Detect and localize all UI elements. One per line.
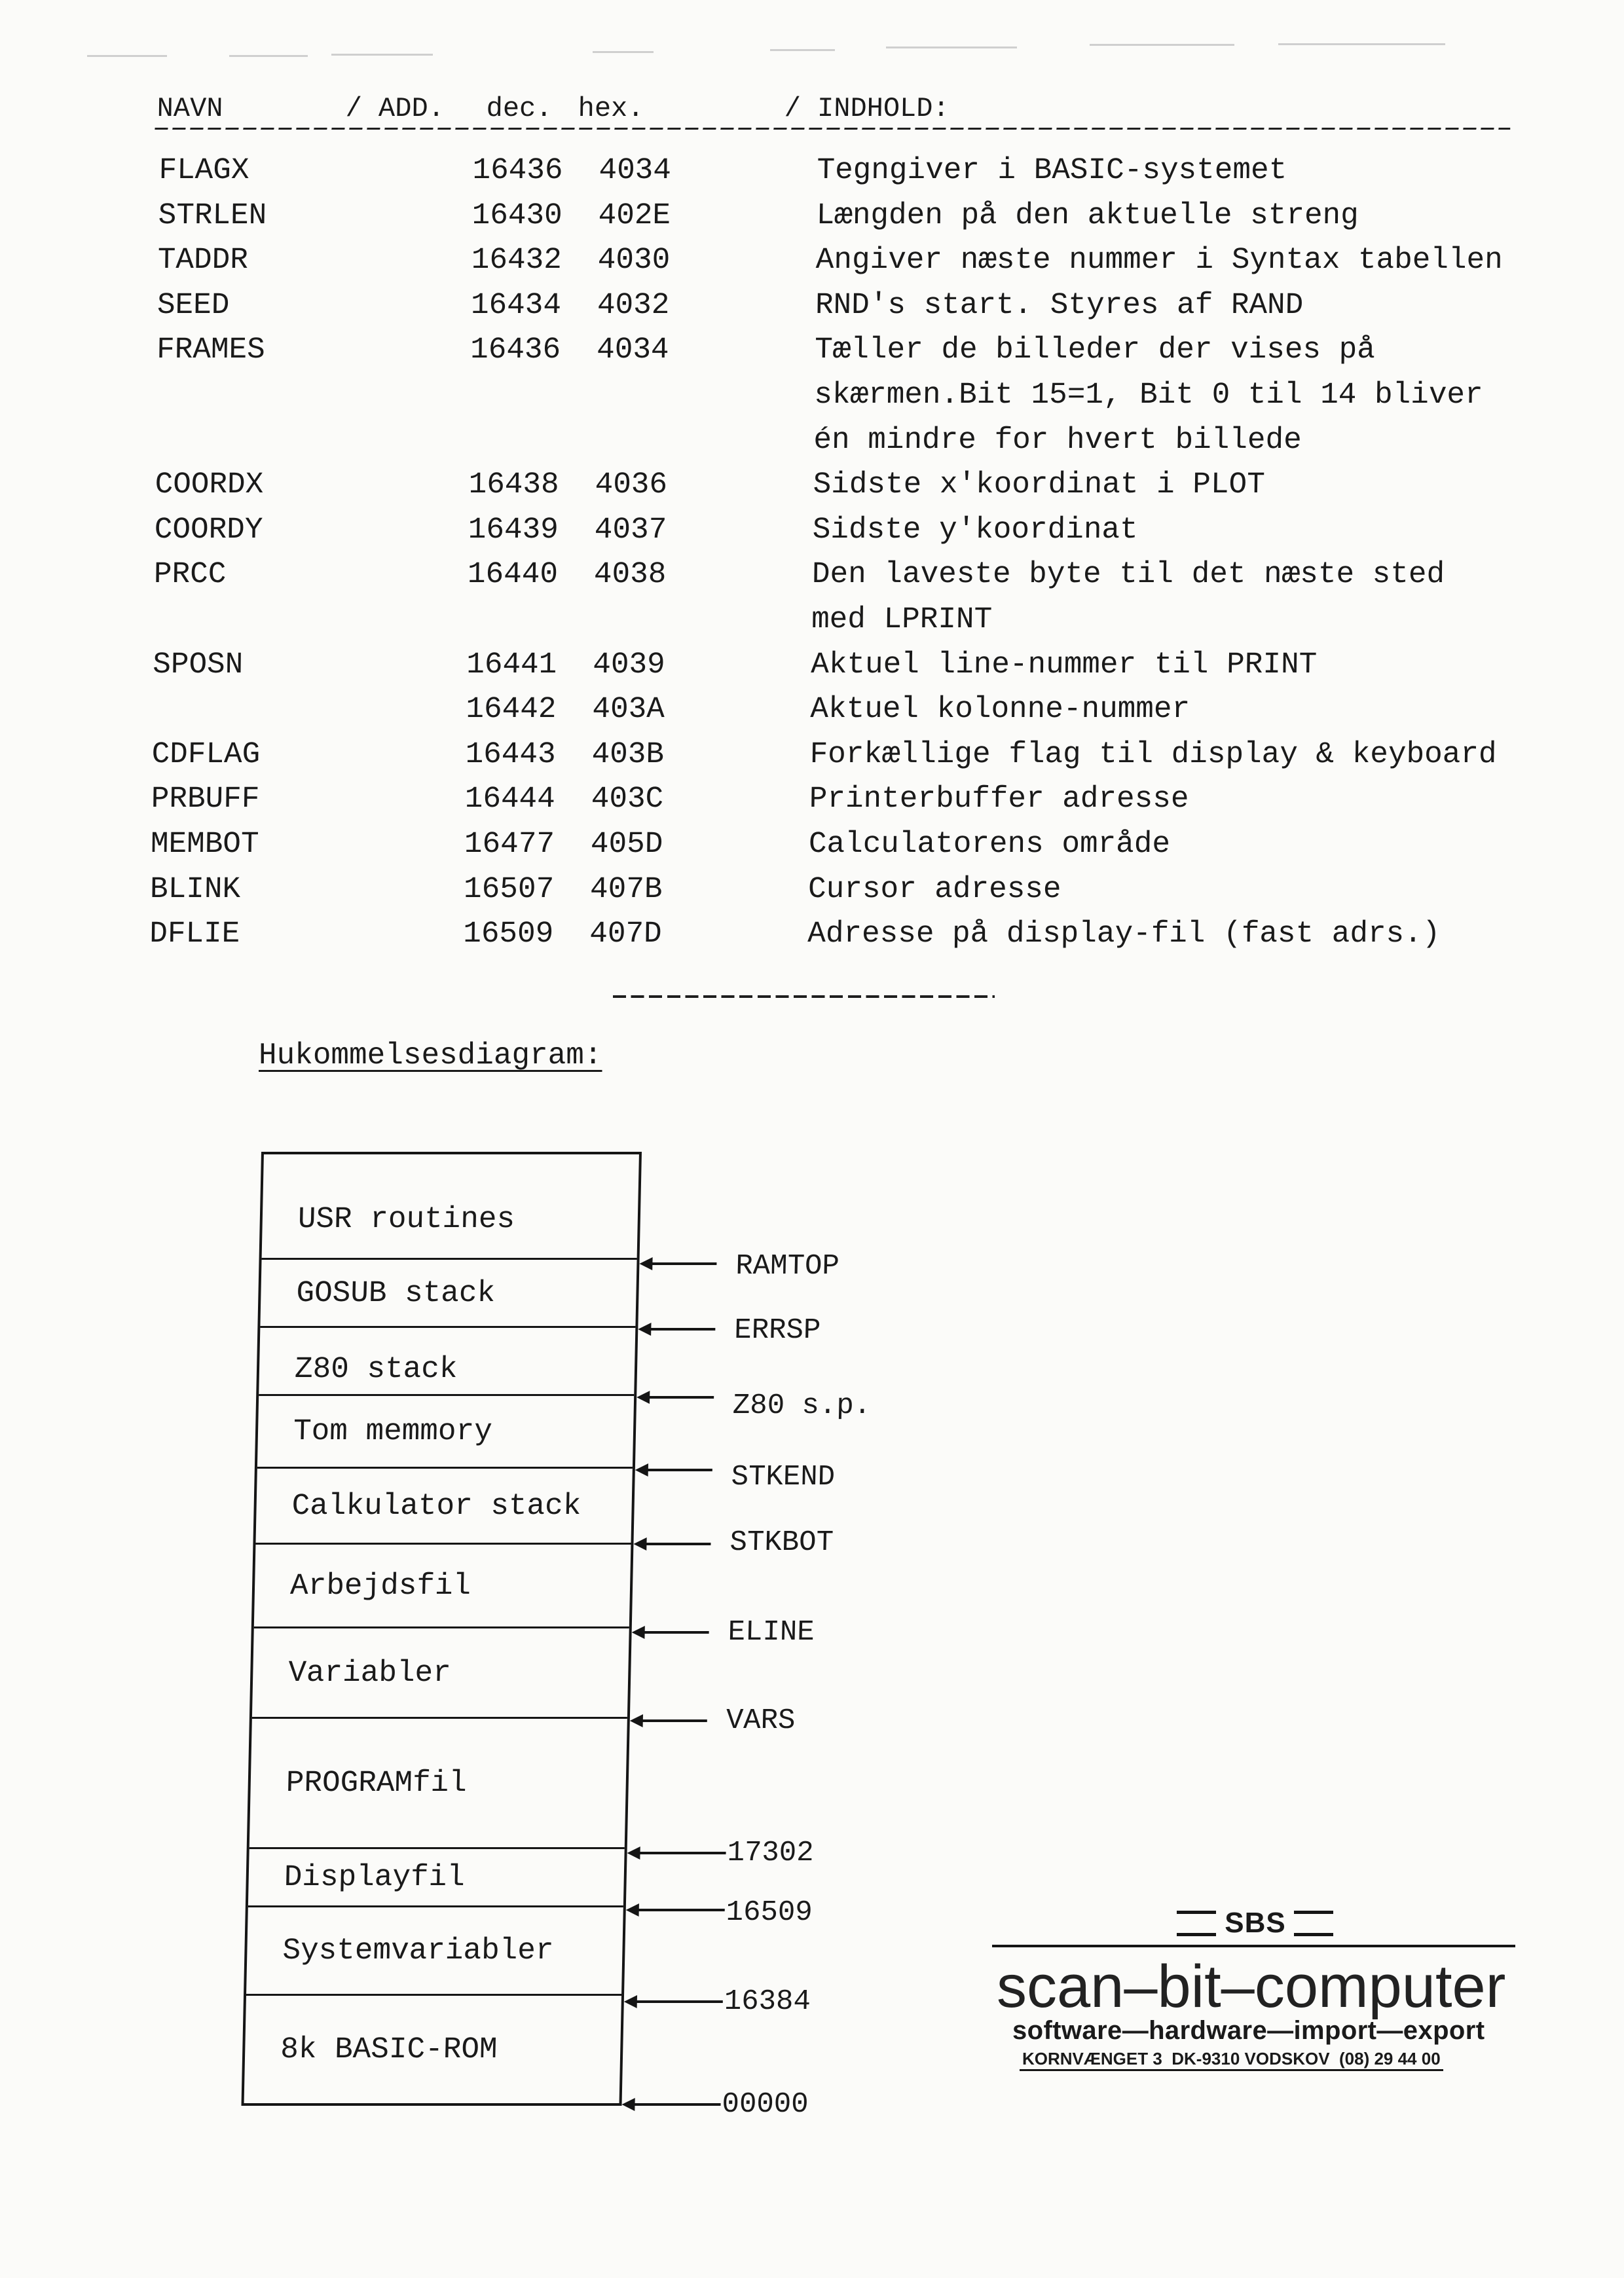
pointer-label: STKBOT	[729, 1526, 834, 1559]
memory-block: Z80 stack	[259, 1326, 635, 1394]
address-hex: 407B	[589, 872, 663, 906]
logo-rule	[992, 1945, 1515, 1947]
address-dec: 16477	[464, 826, 555, 861]
left-arrow-icon	[639, 1852, 726, 1854]
memory-block: Calkulator stack	[255, 1467, 632, 1543]
memory-block: 8k BASIC-ROM	[244, 1994, 621, 2103]
logo-bar	[1177, 1911, 1216, 1914]
left-arrow-icon	[647, 1469, 712, 1471]
table-row	[153, 642, 1525, 688]
pointer-label: Z80 s.p.	[732, 1389, 872, 1422]
description	[813, 462, 1527, 507]
left-arrow-icon	[648, 1396, 714, 1399]
left-arrow-icon	[642, 1719, 707, 1722]
logo-bar	[1294, 1911, 1333, 1914]
memory-diagram	[0, 1152, 917, 2134]
scan-artifact-line	[770, 49, 835, 51]
address-dec: 16441	[466, 647, 557, 682]
left-arrow-icon	[651, 1262, 716, 1265]
address-hex: 403A	[592, 692, 665, 727]
table-row	[154, 507, 1526, 553]
table-row	[157, 283, 1530, 328]
address-hex: 4034	[599, 153, 672, 187]
var-name: CDFLAG	[151, 737, 261, 771]
description-line: Adresse på display-fil (fast adrs.)	[807, 917, 1441, 951]
scan-artifact-line	[886, 46, 1017, 48]
header-name: NAVN	[157, 93, 223, 124]
pointer-label: VARS	[726, 1704, 796, 1737]
description-line: Sidste y'koordinat	[812, 512, 1138, 547]
table-row	[158, 193, 1530, 238]
address-dec: 16509	[462, 917, 554, 951]
var-name: COORDY	[154, 512, 263, 547]
memory-block: Displayfil	[248, 1847, 625, 1905]
scan-artifact-line	[331, 54, 433, 56]
left-arrow-icon	[633, 2103, 720, 2106]
description-line: Forkællige flag til display & keyboard	[809, 737, 1497, 771]
table-row	[158, 148, 1531, 193]
address-hex: 4034	[596, 333, 669, 367]
description	[811, 552, 1526, 642]
description-line: Printerbuffer adresse	[809, 782, 1189, 817]
company-address: KORNVÆNGET 3 DK-9310 VODSKOV (08) 29 44 00	[1020, 2048, 1443, 2071]
address-hex: 4039	[592, 647, 666, 682]
separator-line	[613, 995, 995, 998]
table-body	[149, 148, 1531, 957]
header-address: / ADD.	[345, 93, 445, 124]
description-line: Calculatorens område	[808, 826, 1171, 861]
table-row	[149, 911, 1522, 957]
address-dec: 16439	[468, 512, 559, 547]
description	[817, 148, 1531, 193]
address-hex: 403B	[591, 737, 665, 771]
left-arrow-icon	[645, 1543, 710, 1545]
var-name: FRAMES	[156, 333, 266, 367]
description-line: Sidste x'koordinat i PLOT	[813, 468, 1266, 502]
address-dec: 16434	[470, 287, 562, 322]
description-line: skærmen.Bit 15=1, Bit 0 til 14 bliver	[813, 377, 1483, 412]
var-name: PRBUFF	[151, 782, 260, 817]
diagram-title: Hukommelsesdiagram:	[259, 1038, 602, 1073]
description-line: RND's start. Styres af RAND	[815, 287, 1304, 322]
description-line: Tegngiver i BASIC-systemet	[817, 153, 1287, 187]
scan-artifact-line	[87, 55, 167, 57]
var-name: BLINK	[149, 872, 241, 906]
address-dec: 16438	[468, 468, 559, 502]
description-line: med LPRINT	[811, 602, 993, 636]
var-name: SPOSN	[152, 647, 244, 682]
description-line: én mindre for hvert billede	[813, 422, 1302, 457]
memory-block: GOSUB stack	[260, 1258, 637, 1326]
address-hex: 402E	[598, 198, 671, 232]
address-dec: 16430	[471, 198, 563, 232]
memory-block: Variabler	[252, 1626, 629, 1717]
sbs-logo	[1177, 1903, 1333, 1943]
address-hex: 403C	[591, 782, 664, 817]
address-hex: 4030	[597, 243, 671, 278]
description	[812, 507, 1526, 553]
scan-artifact-line	[593, 51, 654, 53]
description-line: Aktuel line-nummer til PRINT	[810, 647, 1318, 682]
var-name: COORDX	[155, 468, 264, 502]
company-tagline: software—hardware—import—export	[1012, 2016, 1485, 2045]
company-name: scan–bit–computer	[997, 1953, 1506, 2020]
memory-block: Arbejdsfil	[254, 1543, 631, 1626]
pointer-label: ERRSP	[733, 1314, 821, 1347]
header-hex: hex.	[578, 93, 644, 124]
var-name: MEMBOT	[150, 826, 259, 861]
description-line: Tæller de billeder der vises på	[814, 333, 1376, 367]
system-variables-table	[0, 89, 1624, 966]
description-line: Angiver næste nummer i Syntax tabellen	[815, 243, 1504, 278]
header-dec: dec.	[486, 93, 553, 124]
description	[811, 642, 1525, 688]
table-row	[150, 822, 1522, 867]
var-name: DFLIE	[149, 917, 240, 951]
var-name: STRLEN	[158, 198, 267, 232]
table-row	[151, 732, 1524, 777]
table-row	[155, 327, 1529, 462]
memory-block: Tom memmory	[257, 1394, 634, 1467]
description-line: Aktuel kolonne-nummer	[810, 692, 1190, 727]
description	[809, 777, 1523, 822]
description-line: Længden på den aktuelle streng	[816, 198, 1359, 232]
logo-text: SBS	[1225, 1907, 1286, 1939]
pointer-label: 17302	[727, 1837, 815, 1869]
memory-block: PROGRAMfil	[249, 1717, 627, 1847]
description	[810, 687, 1524, 732]
left-arrow-icon	[644, 1631, 709, 1634]
pointer-label: 00000	[721, 2088, 809, 2121]
address-hex: 407D	[589, 917, 662, 951]
var-name: TADDR	[157, 243, 249, 278]
address-hex: 405D	[590, 826, 663, 861]
description	[808, 822, 1522, 867]
header-content: / INDHOLD:	[784, 93, 950, 124]
description-line: Den laveste byte til det næste sted	[811, 557, 1445, 592]
description-line: Cursor adresse	[807, 872, 1061, 906]
left-arrow-icon	[650, 1328, 715, 1331]
description	[815, 238, 1530, 283]
pointer-label: ELINE	[728, 1616, 815, 1649]
description	[807, 911, 1522, 957]
address-dec: 16507	[463, 872, 555, 906]
address-dec: 16444	[464, 782, 556, 817]
table-row	[152, 687, 1524, 732]
scan-artifact-line	[229, 55, 308, 57]
table-row	[150, 867, 1522, 912]
address-dec: 16443	[465, 737, 556, 771]
description	[815, 283, 1530, 328]
scan-artifact-line	[1090, 44, 1234, 46]
var-name	[152, 687, 466, 732]
address-hex: 4032	[597, 287, 670, 322]
header-underline	[155, 128, 1510, 130]
var-name: PRCC	[153, 557, 227, 592]
pointer-label: 16384	[724, 1985, 811, 2018]
address-hex: 4038	[593, 557, 667, 592]
memory-block: Systemvariabler	[246, 1905, 623, 1994]
logo-bar	[1294, 1933, 1333, 1936]
table-row	[157, 238, 1530, 283]
memory-map-box	[241, 1152, 642, 2106]
description	[808, 867, 1522, 912]
address-hex: 4037	[594, 512, 667, 547]
address-hex: 4036	[595, 468, 668, 502]
left-arrow-icon	[638, 1909, 725, 1911]
memory-block: USR routines	[297, 1202, 515, 1236]
address-dec: 16440	[467, 557, 559, 592]
table-row	[153, 552, 1526, 642]
scan-artifact-line	[1278, 43, 1445, 45]
pointer-label: STKEND	[731, 1461, 836, 1494]
address-dec: 16442	[466, 692, 557, 727]
description	[813, 327, 1529, 462]
description	[809, 732, 1524, 777]
pointer-label: 16509	[726, 1896, 813, 1929]
var-name: FLAGX	[158, 153, 249, 187]
address-dec: 16436	[472, 153, 563, 187]
address-dec: 16432	[471, 243, 563, 278]
address-dec: 16436	[470, 333, 561, 367]
description	[816, 193, 1530, 238]
table-row	[151, 777, 1523, 822]
var-name: SEED	[157, 287, 230, 322]
logo-bar	[1177, 1933, 1216, 1936]
pointer-label: RAMTOP	[735, 1250, 840, 1283]
left-arrow-icon	[636, 2000, 723, 2003]
table-row	[155, 462, 1527, 507]
